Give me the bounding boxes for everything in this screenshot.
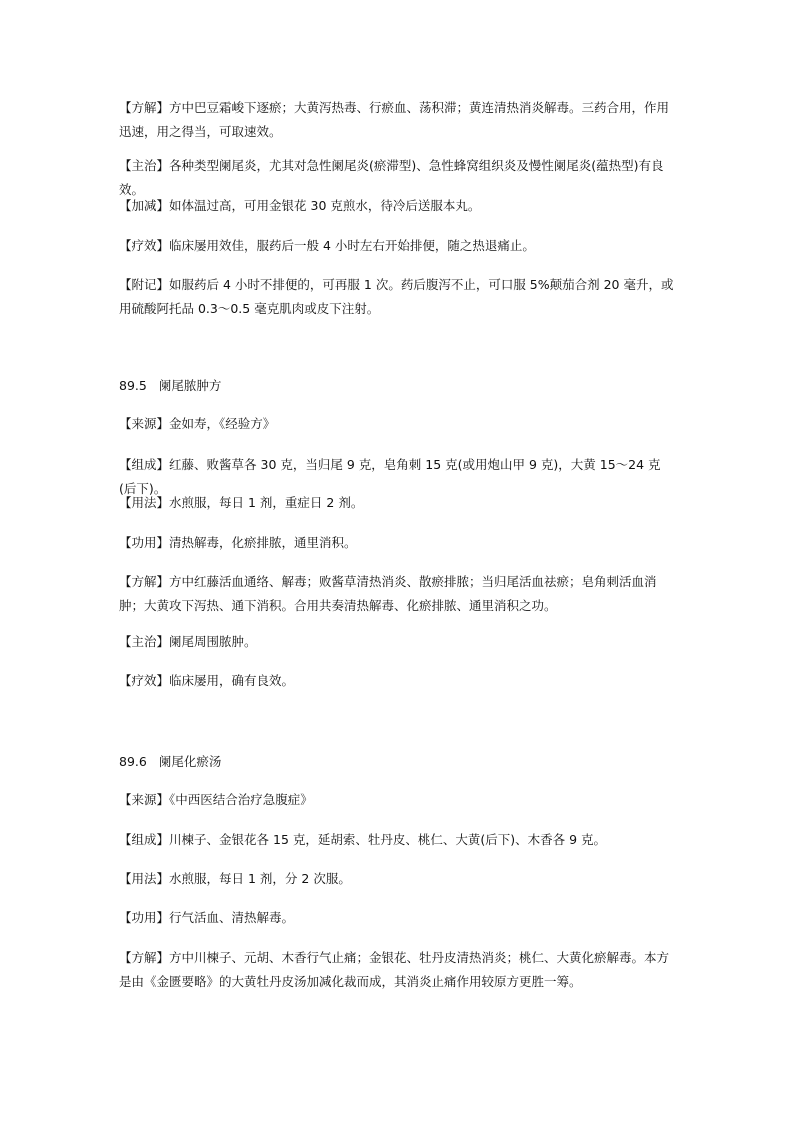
paragraph-text: 金如寿，《经验方》 xyxy=(169,416,276,431)
section-title: 阑尾脓肿方 xyxy=(158,378,222,393)
section-title: 阑尾化瘀汤 xyxy=(158,754,222,769)
paragraph-tag: 【功用】 xyxy=(119,910,170,925)
paragraph-tag: 【方解】 xyxy=(119,950,170,965)
paragraph-tag: 【来源】 xyxy=(119,792,170,807)
paragraph-text: 临床屡用效佳，服药后一般 4 小时左右开始排便，随之热退痛止。 xyxy=(169,238,535,253)
paragraph-zhuzhi-2 xyxy=(119,630,675,654)
paragraph-text: 川楝子、金银花各 15 克，延胡索、牡丹皮、桃仁、大黄(后下)、木香各 9 克。 xyxy=(169,832,607,847)
paragraph-tag: 【加减】 xyxy=(119,198,170,213)
paragraph-text: 如体温过高，可用金银花 30 克煎水，待冷后送服本丸。 xyxy=(169,198,481,213)
paragraph-text: 方中红藤活血通络、解毒；败酱草清热消炎、散瘀排脓；当归尾活血祛瘀；皂角刺活血消肿；大黄攻下泻热、通下消积。合用共奏清热解毒、化瘀排脓、通里消积之功。 xyxy=(119,574,657,613)
paragraph-gongyong-2 xyxy=(119,531,675,555)
paragraph-tag: 【疗效】 xyxy=(119,673,170,688)
paragraph-tag: 【用法】 xyxy=(119,871,170,886)
section-number: 89.6 xyxy=(119,754,147,769)
paragraph-tag: 【主治】 xyxy=(119,634,170,649)
paragraph-text: 《中西医结合治疗急腹症》 xyxy=(169,792,313,807)
paragraph-text: 行气活血、清热解毒。 xyxy=(169,910,295,925)
paragraph-yongfa-2 xyxy=(119,491,675,515)
paragraph-tag: 【主治】 xyxy=(119,158,170,173)
paragraph-text: 水煎服，每日 1 剂，分 2 次服。 xyxy=(169,871,351,886)
paragraph-tag: 【用法】 xyxy=(119,495,170,510)
paragraph-tag: 【组成】 xyxy=(119,457,170,472)
paragraph-text: 方中巴豆霜峻下逐瘀；大黄泻热毒、行瘀血、荡积滞；黄连清热消炎解毒。三药合用，作用迅速，用之得当，可取速效。 xyxy=(119,100,670,139)
paragraph-tag: 【方解】 xyxy=(119,100,170,115)
paragraph-tag: 【方解】 xyxy=(119,574,170,589)
paragraph-tag: 【组成】 xyxy=(119,832,170,847)
paragraph-jiajian-1 xyxy=(119,194,675,218)
paragraph-text: 水煎服，每日 1 剂，重症日 2 剂。 xyxy=(169,495,364,510)
paragraph-text: 红藤、败酱草各 30 克，当归尾 9 克，皂角刺 15 克(或用炮山甲 9 克)，大黄 15～24 克(后下)。 xyxy=(119,457,661,496)
paragraph-laiyuan-2 xyxy=(119,412,675,436)
paragraph-text: 清热解毒，化瘀排脓，通里消积。 xyxy=(169,535,357,550)
paragraph-text: 临床屡用，确有良效。 xyxy=(169,673,295,688)
paragraph-fangjie-2 xyxy=(119,570,675,618)
paragraph-tag: 【功用】 xyxy=(119,535,170,550)
section-heading-89-6 xyxy=(119,752,221,772)
paragraph-tag: 【疗效】 xyxy=(119,238,170,253)
paragraph-text: 阑尾周围脓肿。 xyxy=(169,634,257,649)
paragraph-gongyong-3 xyxy=(119,906,675,930)
paragraph-laiyuan-3 xyxy=(119,788,675,812)
paragraph-zucheng-3 xyxy=(119,828,675,852)
paragraph-text: 各种类型阑尾炎，尤其对急性阑尾炎(瘀滞型)、急性蜂窝组织炎及慢性阑尾炎(蕴热型)有良效。 xyxy=(119,158,664,197)
paragraph-fuji-1 xyxy=(119,273,675,321)
paragraph-text: 方中川楝子、元胡、木香行气止痛；金银花、牡丹皮清热消炎；桃仁、大黄化瘀解毒。本方是由《金匮要略》的大黄牡丹皮汤加减化裁而成，其消炎止痛作用较原方更胜一筹。 xyxy=(119,950,670,989)
paragraph-tag: 【来源】 xyxy=(119,416,170,431)
paragraph-yongfa-3 xyxy=(119,867,675,891)
paragraph-text: 如服药后 4 小时不排便的，可再服 1 次。药后腹泻不止，可口服 5%颠茄合剂 20 毫升，或用硫酸阿托品 0.3～0.5 毫克肌肉或皮下注射。 xyxy=(119,277,674,316)
paragraph-tag: 【附记】 xyxy=(119,277,170,292)
paragraph-liaoxiao-2 xyxy=(119,669,675,693)
paragraph-fangjie-1 xyxy=(119,96,675,144)
paragraph-fangjie-3 xyxy=(119,946,675,994)
section-number: 89.5 xyxy=(119,378,147,393)
section-heading-89-5 xyxy=(119,376,221,396)
paragraph-liaoxiao-1 xyxy=(119,234,675,258)
